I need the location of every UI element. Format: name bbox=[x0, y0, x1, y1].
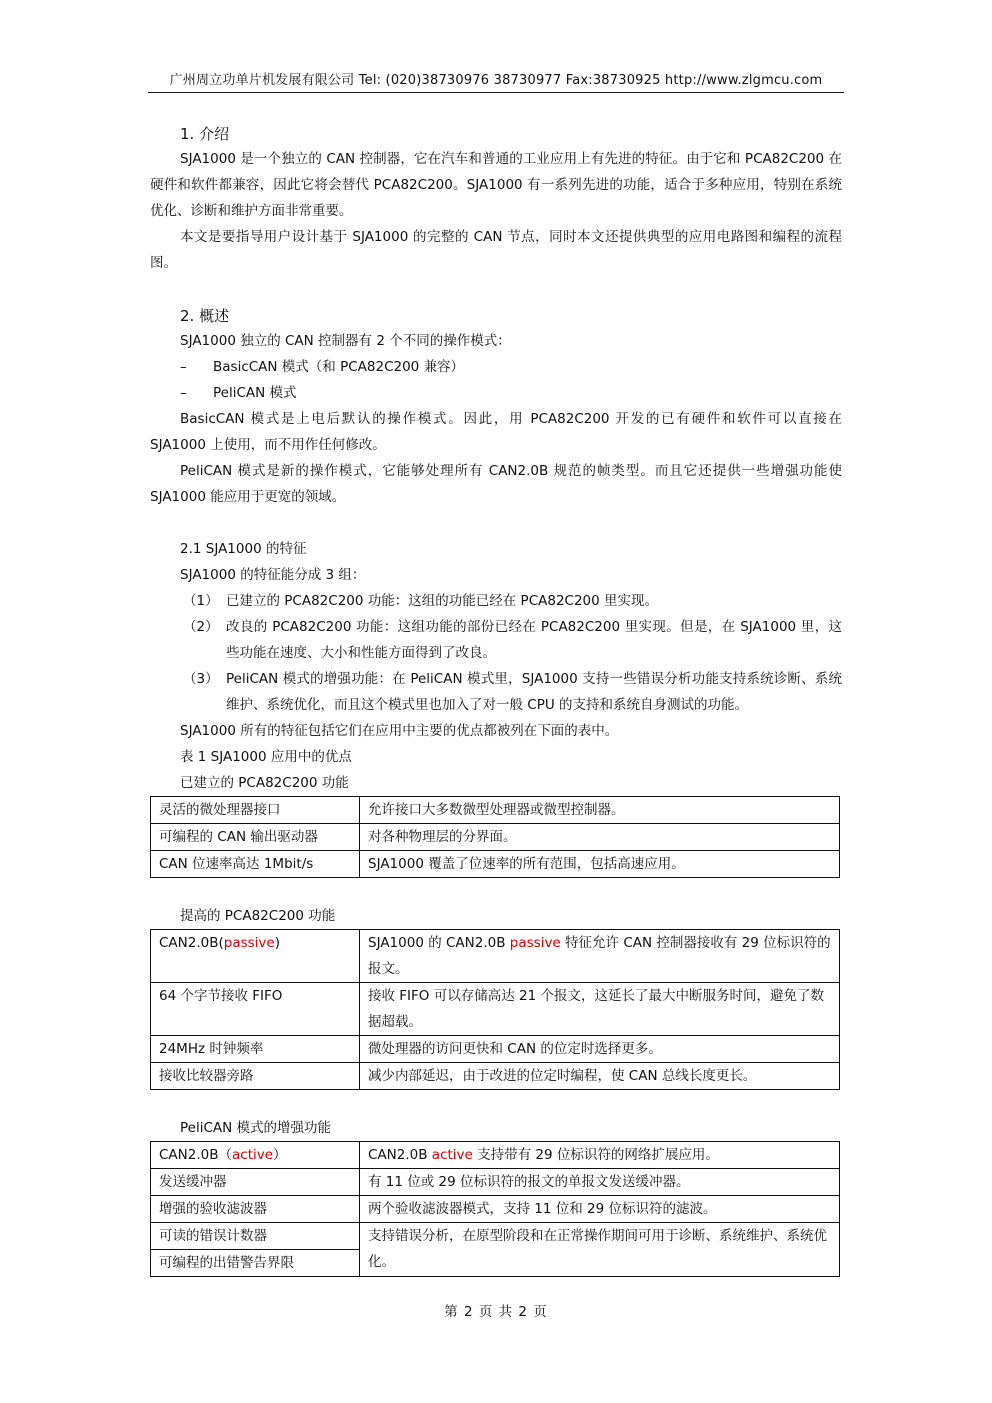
section-1-title: 1. 介绍 bbox=[180, 125, 230, 143]
table-row bbox=[151, 1169, 840, 1196]
features-summary: SJA1000 所有的特征包括它们在应用中主要的优点都被列在下面的表中。 bbox=[180, 723, 619, 739]
mode-dash-1: – bbox=[180, 359, 187, 375]
feature-benefit: 允许接口大多数微型处理器或微型控制器。 bbox=[360, 797, 840, 824]
feature-name: CAN 位速率高达 1Mbit/s bbox=[151, 851, 360, 878]
table-row bbox=[151, 1223, 840, 1250]
feature-benefit: 两个验收滤波器模式，支持 11 位和 29 位标识符的滤波。 bbox=[360, 1196, 840, 1223]
section-1-paragraph-2: 本文是要指导用户设计基于 SJA1000 的完整的 CAN 节点，同时本文还提供典型的应用电路图和编程的流程图。 bbox=[150, 229, 842, 271]
page-footer: 第 2 页 共 2 页 bbox=[444, 1304, 548, 1320]
feature-name: 发送缓冲器 bbox=[151, 1169, 360, 1196]
section-1-paragraph-1: SJA1000 是一个独立的 CAN 控制器，它在汽车和普通的工业应用上有先进的特征。由于它和 PCA82C200 在硬件和软件都兼容，因此它将会替代 PCA82C200。SJA1000 有一系列先进的功能，适合于多种应用，特别在系统优化、诊断和维护方面非常重要。 bbox=[150, 151, 842, 219]
feature-name: 64 个字节接收 FIFO bbox=[151, 983, 360, 1036]
table-row bbox=[151, 1063, 840, 1090]
feature-name: 增强的验收滤波器 bbox=[151, 1196, 360, 1223]
mode-dash-2: – bbox=[180, 385, 187, 401]
feature-group-text-2: 改良的 PCA82C200 功能：这组功能的部份已经在 PCA82C200 里实现。但是，在 SJA1000 里，这些功能在速度、大小和性能方面得到了改良。 bbox=[226, 619, 842, 661]
feature-name: CAN2.0B(passive) bbox=[151, 930, 360, 983]
section-2-paragraph-1: BasicCAN 模式是上电后默认的操作模式。因此，用 PCA82C200 开发的已有硬件和软件可以直接在 SJA1000 上使用，而不用作任何修改。 bbox=[150, 411, 842, 453]
page-header: 广州周立功单片机发展有限公司 Tel: (020)38730976 38730977 Fax:38730925 http://www.zlgmcu.com bbox=[148, 72, 844, 93]
section-2-title: 2. 概述 bbox=[180, 307, 230, 325]
table-improved-functions bbox=[150, 929, 840, 1090]
feature-name: 可读的错误计数器 bbox=[151, 1223, 360, 1250]
table-pelican-enhancements bbox=[150, 1141, 840, 1277]
feature-benefit: SJA1000 覆盖了位速率的所有范围，包括高速应用。 bbox=[360, 851, 840, 878]
feature-group-number-3: （3） bbox=[183, 671, 219, 687]
feature-name: 可编程的出错警告界限 bbox=[151, 1250, 360, 1277]
feature-name: CAN2.0B（active） bbox=[151, 1142, 360, 1169]
mode-item-2: PeliCAN 模式 bbox=[213, 385, 297, 401]
feature-group-text-1: 已建立的 PCA82C200 功能：这组的功能已经在 PCA82C200 里实现。 bbox=[226, 593, 659, 609]
feature-benefit: 减少内部延迟，由于改进的位定时编程，使 CAN 总线长度更长。 bbox=[360, 1063, 840, 1090]
table-row bbox=[151, 1142, 840, 1169]
table-row bbox=[151, 1196, 840, 1223]
table-3-title: PeliCAN 模式的增强功能 bbox=[180, 1120, 332, 1136]
feature-benefit: 支持错误分析，在原型阶段和在正常操作期间可用于诊断、系统维护、系统优化。 bbox=[360, 1223, 840, 1277]
feature-name: 接收比较器旁路 bbox=[151, 1063, 360, 1090]
feature-name: 可编程的 CAN 输出驱动器 bbox=[151, 824, 360, 851]
feature-benefit: 有 11 位或 29 位标识符的报文的单报文发送缓冲器。 bbox=[360, 1169, 840, 1196]
feature-benefit: 接收 FIFO 可以存储高达 21 个报文，这延长了最大中断服务时间，避免了数据超载。 bbox=[360, 983, 840, 1036]
section-2-1-title: 2.1 SJA1000 的特征 bbox=[180, 541, 307, 557]
active-highlight: active bbox=[232, 1147, 274, 1163]
table-1-title: 已建立的 PCA82C200 功能 bbox=[180, 775, 349, 791]
mode-item-1: BasicCAN 模式（和 PCA82C200 兼容） bbox=[213, 359, 465, 375]
section-2-1-intro: SJA1000 的特征能分成 3 组： bbox=[180, 567, 366, 583]
table-row bbox=[151, 824, 840, 851]
feature-group-text-3: PeliCAN 模式的增强功能：在 PeliCAN 模式里，SJA1000 支持一些错误分析功能支持系统诊断、系统维护、系统优化，而且这个模式里也加入了对一般 CPU 的支持和系统自身测试的功能。 bbox=[226, 671, 842, 713]
table-row bbox=[151, 930, 840, 983]
table-2-title: 提高的 PCA82C200 功能 bbox=[180, 908, 336, 924]
feature-name: 24MHz 时钟频率 bbox=[151, 1036, 360, 1063]
feature-group-number-2: （2） bbox=[183, 619, 219, 635]
feature-name: 灵活的微处理器接口 bbox=[151, 797, 360, 824]
section-2-intro: SJA1000 独立的 CAN 控制器有 2 个不同的操作模式： bbox=[180, 333, 511, 349]
active-highlight: active bbox=[431, 1147, 473, 1163]
feature-benefit: CAN2.0B active 支持带有 29 位标识符的网络扩展应用。 bbox=[360, 1142, 840, 1169]
table-row bbox=[151, 983, 840, 1036]
table-row bbox=[151, 797, 840, 824]
passive-highlight: passive bbox=[223, 935, 275, 951]
passive-highlight: passive bbox=[509, 935, 561, 951]
table-row bbox=[151, 1036, 840, 1063]
table-caption: 表 1 SJA1000 应用中的优点 bbox=[180, 749, 352, 765]
table-row bbox=[151, 851, 840, 878]
feature-benefit: 微处理器的访问更快和 CAN 的位定时选择更多。 bbox=[360, 1036, 840, 1063]
feature-benefit: 对各种物理层的分界面。 bbox=[360, 824, 840, 851]
feature-group-number-1: （1） bbox=[183, 593, 219, 609]
table-established-functions bbox=[150, 796, 840, 878]
feature-benefit: SJA1000 的 CAN2.0B passive 特征允许 CAN 控制器接收有 29 位标识符的报文。 bbox=[360, 930, 840, 983]
section-2-paragraph-2: PeliCAN 模式是新的操作模式，它能够处理所有 CAN2.0B 规范的帧类型。而且它还提供一些增强功能使 SJA1000 能应用于更宽的领域。 bbox=[150, 463, 842, 505]
